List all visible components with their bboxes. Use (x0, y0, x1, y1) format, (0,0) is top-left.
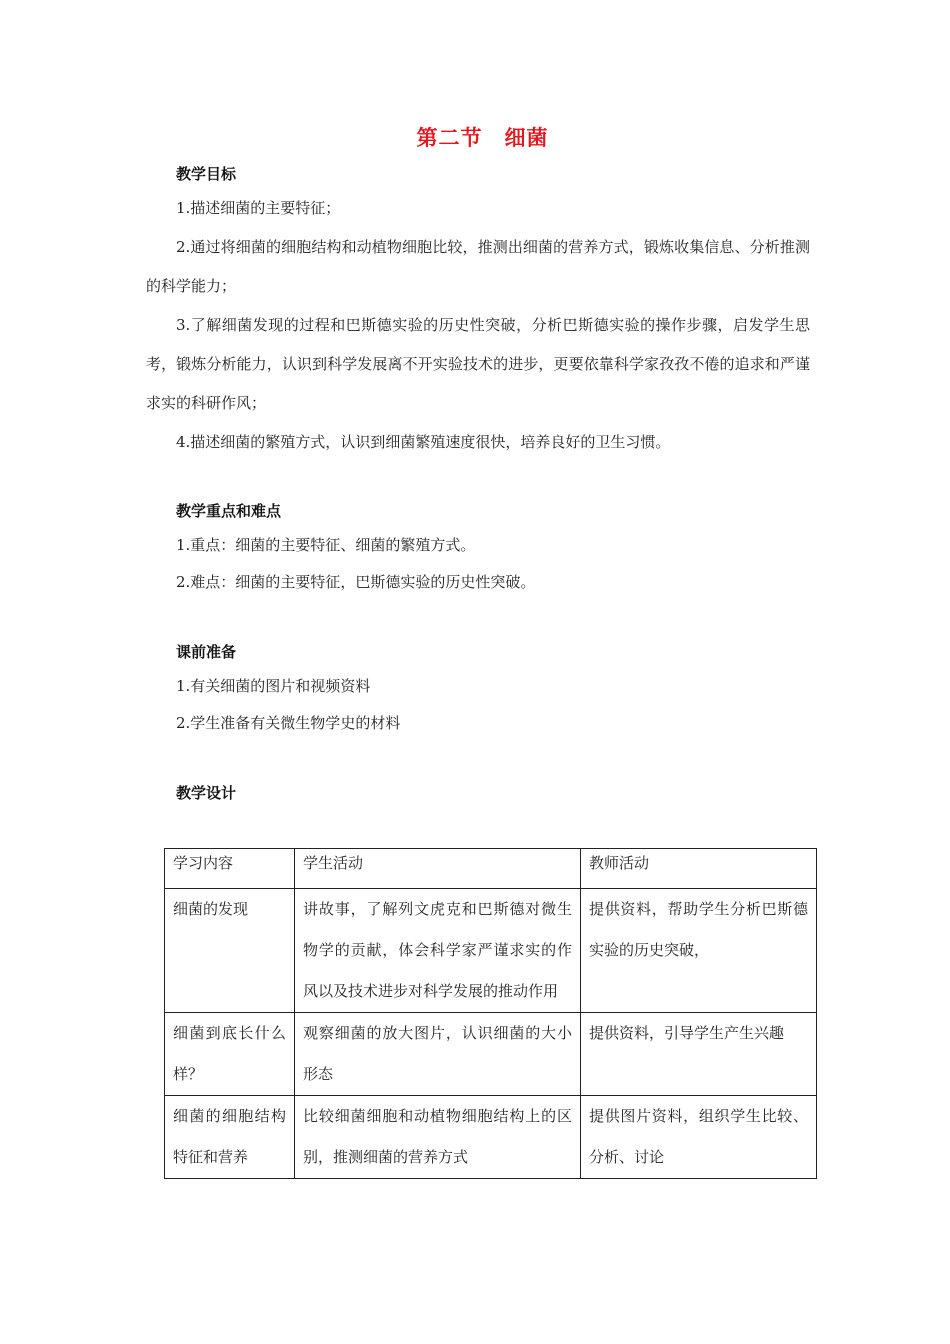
section-heading-preparation: 课前准备 (176, 643, 237, 661)
table-cell: 比较细菌细胞和动植物细胞结构上的区别，推测细菌的营养方式 (295, 1096, 581, 1179)
preparation-item-2: 2.学生准备有关微生物学史的材料 (176, 714, 401, 732)
table-header-row (165, 849, 817, 889)
table-cell: 观察细菌的放大图片，认识细菌的大小形态 (295, 1013, 581, 1096)
table-row (165, 1013, 817, 1096)
table-cell: 细菌到底长什么样？ (165, 1013, 295, 1096)
objective-item-3: 3.了解细菌发现的过程和巴斯德实验的历史性突破，分析巴斯德实验的操作步骤，启发学生思考，锻炼分析能力，认识到科学发展离不开实验技术的进步，更要依靠科学家孜孜不倦的追求和严谨求实的科研作风； (146, 316, 810, 412)
table-row (165, 889, 817, 1013)
key-point-item-2: 2.难点：细菌的主要特征，巴斯德实验的历史性突破。 (176, 573, 536, 591)
table-cell: 细菌的发现 (165, 889, 295, 1013)
page-title: 第二节 细菌 (416, 126, 549, 150)
objective-item-4: 4.描述细菌的繁殖方式，认识到细菌繁殖速度很快，培养良好的卫生习惯。 (176, 433, 671, 451)
key-point-item-1: 1.重点：细菌的主要特征、细菌的繁殖方式。 (176, 536, 476, 554)
table-row (165, 1096, 817, 1179)
table-header-cell: 教师活动 (581, 849, 817, 889)
section-heading-design: 教学设计 (176, 784, 237, 802)
table-cell: 提供资料，引导学生产生兴趣 (581, 1013, 817, 1096)
section-heading-objectives: 教学目标 (176, 165, 237, 183)
table-cell: 细菌的细胞结构特征和营养 (165, 1096, 295, 1179)
table-cell: 提供资料，帮助学生分析巴斯德实验的历史突破， (581, 889, 817, 1013)
table-header-cell: 学生活动 (295, 849, 581, 889)
table-header-cell: 学习内容 (165, 849, 295, 889)
section-heading-key-points: 教学重点和难点 (176, 502, 282, 520)
objective-item-1: 1.描述细菌的主要特征； (176, 199, 341, 217)
objective-item-2: 2.通过将细菌的细胞结构和动植物细胞比较，推测出细菌的营养方式，锻炼收集信息、分析推测的科学能力； (146, 238, 810, 295)
teaching-design-table (164, 848, 817, 1179)
table-cell: 讲故事，了解列文虎克和巴斯德对微生物学的贡献，体会科学家严谨求实的作风以及技术进步对科学发展的推动作用 (295, 889, 581, 1013)
table-cell: 提供图片资料，组织学生比较、分析、讨论 (581, 1096, 817, 1179)
preparation-item-1: 1.有关细菌的图片和视频资料 (176, 677, 371, 695)
